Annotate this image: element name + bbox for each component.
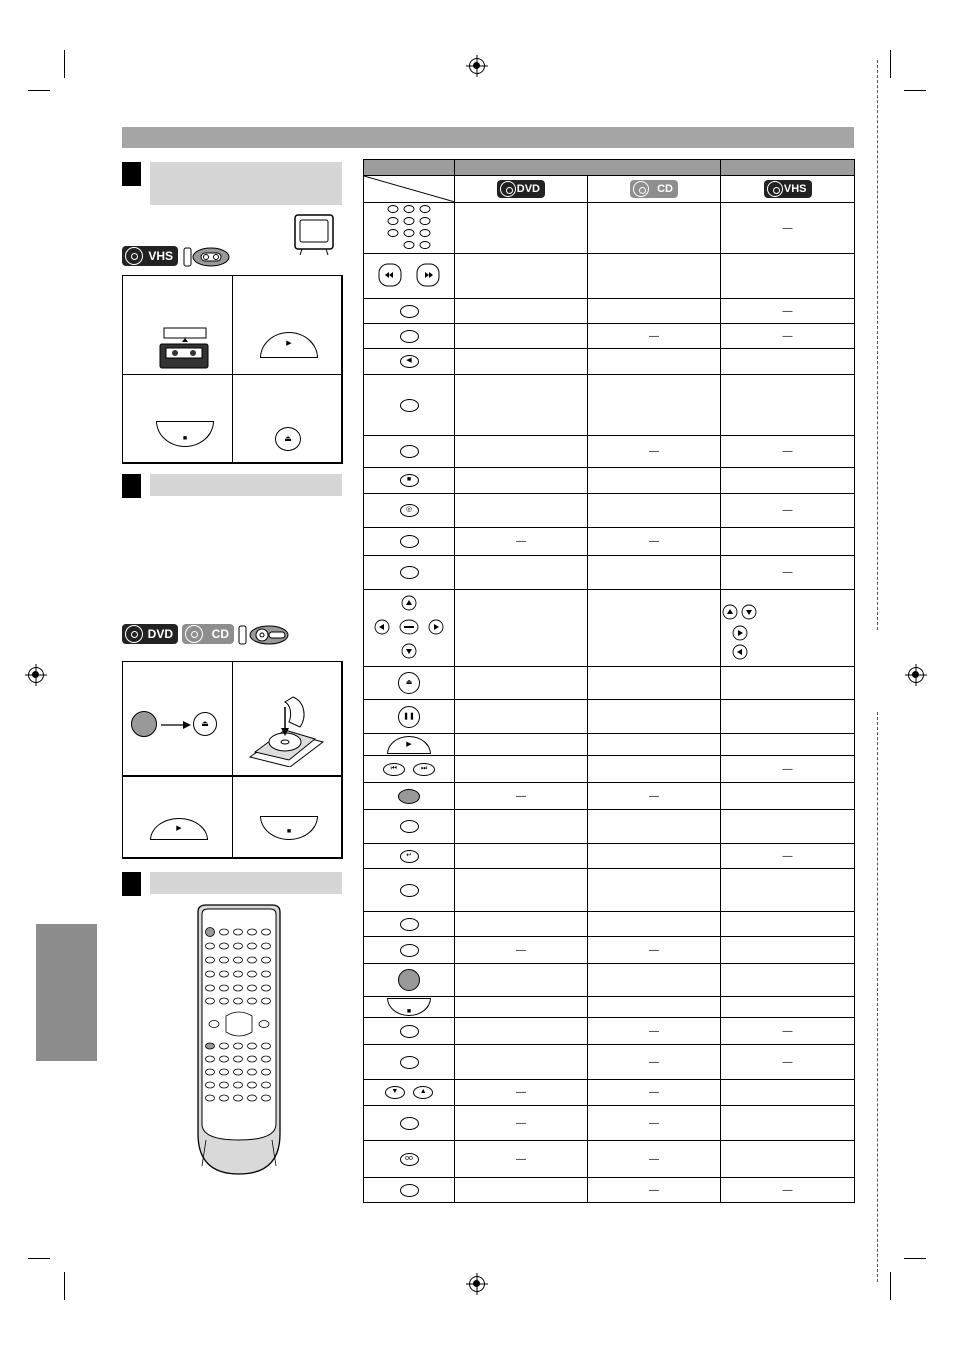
eject-button-icon: ⏏: [275, 427, 301, 451]
dvd-cell: [455, 1045, 588, 1080]
registration-mark-icon: [469, 1276, 485, 1292]
gray-oval-button-icon: [364, 783, 455, 810]
crop-mark: [64, 1272, 65, 1300]
vhs-cell: —: [721, 203, 855, 254]
registration-mark-icon: [469, 58, 485, 74]
eject-button-icon: ⏏: [193, 712, 217, 736]
dvd-cell: —: [455, 1141, 588, 1178]
section-header: [150, 162, 342, 205]
stop-button-icon: ■: [156, 421, 214, 447]
column-header: [364, 160, 455, 176]
cd-cell: —: [588, 1106, 721, 1141]
section-number: [122, 872, 141, 896]
table-row: [364, 756, 855, 783]
oval-button-icon: [364, 1178, 455, 1203]
oval-button-icon: [364, 912, 455, 937]
cd-cell: [588, 468, 721, 494]
disc-button-icon: ◎: [364, 494, 455, 528]
table-row: [364, 349, 855, 375]
trim-line: [877, 712, 878, 1282]
table-row: [364, 869, 855, 912]
dvd-cell: —: [455, 1080, 588, 1106]
table-row: [364, 1080, 855, 1106]
dvd-cell: [455, 912, 588, 937]
oval-button-icon: [364, 1018, 455, 1045]
table-row: [364, 844, 855, 869]
dvd-cell: [455, 756, 588, 783]
cd-cell: —: [588, 1045, 721, 1080]
vhs-cell: [721, 528, 855, 556]
cd-cell: [588, 254, 721, 299]
table-row: [364, 203, 855, 254]
cd-cell: —: [588, 436, 721, 468]
cursor-keys-icon: [364, 590, 455, 667]
vhs-cell: [721, 810, 855, 844]
return-icon: ↵: [364, 844, 455, 869]
table-row: [364, 997, 855, 1018]
header-bar: [122, 127, 854, 148]
vhs-cell: [721, 937, 855, 964]
vhs-cell: [721, 1141, 855, 1178]
table-row: [364, 783, 855, 810]
eject-icon: ⏏: [364, 667, 455, 700]
step-insert-cassette: [122, 275, 233, 375]
dvd-cell: [455, 590, 588, 667]
cd-cell: —: [588, 1080, 721, 1106]
table-row: [364, 375, 855, 436]
vhs-cell: —: [721, 1045, 855, 1080]
vcr-steps-panel: [122, 275, 342, 463]
table-row: [364, 1106, 855, 1141]
speaker-button-icon: ◀: [364, 349, 455, 375]
crop-mark: [890, 50, 891, 78]
cd-cell: [588, 869, 721, 912]
vhs-logo: VHS: [122, 246, 178, 266]
play-button-icon: ▶: [150, 818, 208, 840]
oval-button-icon: [364, 436, 455, 468]
vhs-column-header: VHS: [721, 176, 855, 203]
cd-cell: [588, 667, 721, 700]
dvd-cell: —: [455, 783, 588, 810]
cd-cell: [588, 299, 721, 324]
vhs-cell: [721, 869, 855, 912]
cd-cell: [588, 756, 721, 783]
vhs-cell: [721, 590, 855, 667]
cd-cell: [588, 912, 721, 937]
dvd-mode-icon: [238, 624, 290, 646]
table-row: [364, 436, 855, 468]
dvd-column-header: DVD: [455, 176, 588, 203]
cd-cell: [588, 810, 721, 844]
oval-button-icon: [364, 299, 455, 324]
rew-ffwd-icon: [364, 254, 455, 299]
oval-button-icon: [364, 937, 455, 964]
vhs-cell: —: [721, 299, 855, 324]
dvd-cell: [455, 203, 588, 254]
pause-icon: ❚❚: [364, 700, 455, 734]
cd-logo: CD: [182, 624, 234, 644]
power-button-icon: [131, 711, 157, 737]
vhs-cell: [721, 1106, 855, 1141]
dvd-cell: [455, 734, 588, 756]
dvd-cell: [455, 1178, 588, 1203]
dvd-cell: [455, 997, 588, 1018]
dvd-cell: [455, 869, 588, 912]
gray-round-button-icon: [364, 964, 455, 997]
oval-button-icon: [364, 869, 455, 912]
cd-cell: [588, 700, 721, 734]
oval-button-icon: [364, 375, 455, 436]
table-row: [364, 1045, 855, 1080]
section-number: [122, 474, 141, 498]
function-table: [363, 159, 855, 1203]
table-row: [364, 528, 855, 556]
cd-cell: [588, 844, 721, 869]
table-row: [364, 810, 855, 844]
dvd-cell: [455, 844, 588, 869]
stop-button-icon: ■: [260, 816, 318, 840]
oval-button-icon: [364, 1106, 455, 1141]
cd-cell: [588, 203, 721, 254]
dvd-cell: [455, 349, 588, 375]
square-button-icon: ■: [364, 468, 455, 494]
cassette-insert-icon: [158, 326, 210, 371]
side-tab: [36, 924, 97, 1061]
column-header: [455, 160, 721, 176]
step-eject: [232, 374, 343, 464]
section-header: [150, 474, 342, 496]
dvd-cell: —: [455, 528, 588, 556]
vhs-cell: —: [721, 324, 855, 349]
oval-button-icon: [364, 810, 455, 844]
vhs-cell: [721, 734, 855, 756]
dvd-cell: [455, 375, 588, 436]
cd-cell: [588, 590, 721, 667]
dvd-cell: [455, 324, 588, 349]
table-logo-row: [364, 176, 855, 203]
table-row: [364, 494, 855, 528]
arrow-right-icon: [161, 720, 191, 730]
cd-cell: [588, 349, 721, 375]
oval-button-icon: [364, 324, 455, 349]
cd-cell: [588, 556, 721, 590]
table-row: [364, 556, 855, 590]
crop-mark: [890, 1272, 891, 1300]
section-number: [122, 162, 141, 186]
table-row: [364, 912, 855, 937]
dvd-cell: [455, 436, 588, 468]
step-play: [232, 275, 343, 375]
table-row: [364, 468, 855, 494]
table-row: [364, 590, 855, 667]
cd-cell: [588, 964, 721, 997]
dvd-cell: [455, 1018, 588, 1045]
cd-cell: —: [588, 324, 721, 349]
step-stop: [122, 374, 233, 464]
tv-icon: [294, 214, 334, 256]
vhs-cell: —: [721, 756, 855, 783]
vcr-mode-icon: [183, 246, 231, 266]
dvd-logo: DVD: [122, 624, 178, 644]
play-button-icon: ▶: [260, 332, 318, 358]
dvd-cell: [455, 964, 588, 997]
vhs-cell: [721, 667, 855, 700]
vhs-cell: [721, 375, 855, 436]
dvd-cell: [455, 254, 588, 299]
stop-icon: ■: [364, 997, 455, 1018]
cd-cell: [588, 494, 721, 528]
section-header: [150, 872, 342, 894]
vhs-cell: —: [721, 436, 855, 468]
dvd-cell: —: [455, 937, 588, 964]
skip-icon: ⏮ ⏭: [364, 756, 455, 783]
column-header: [721, 160, 855, 176]
dvd-cell: [455, 667, 588, 700]
registration-mark-icon: [28, 667, 44, 683]
table-row: [364, 1178, 855, 1203]
table-row: [364, 964, 855, 997]
registration-mark-icon: [908, 667, 924, 683]
dvd-cell: [455, 700, 588, 734]
vhs-cell: [721, 468, 855, 494]
cursor-arrows-icon: [721, 595, 765, 661]
cd-cell: [588, 734, 721, 756]
crop-mark: [904, 1258, 926, 1259]
step-open-tray: [122, 661, 233, 777]
cd-cell: —: [588, 937, 721, 964]
play-icon: ▶: [364, 734, 455, 756]
oval-button-icon: [364, 556, 455, 590]
crop-mark: [64, 50, 65, 78]
number-keys-icon: [364, 203, 455, 254]
cd-cell: —: [588, 1141, 721, 1178]
remote-control-illustration: [194, 904, 284, 1176]
table-row: [364, 299, 855, 324]
vhs-cell: [721, 1080, 855, 1106]
vhs-cell: [721, 254, 855, 299]
diagonal-cell: [364, 176, 455, 203]
table-row: [364, 667, 855, 700]
vhs-cell: —: [721, 844, 855, 869]
table-row: [364, 937, 855, 964]
vhs-cell: [721, 783, 855, 810]
cd-cell: —: [588, 1018, 721, 1045]
vhs-cell: [721, 700, 855, 734]
dvd-cell: [455, 468, 588, 494]
vhs-cell: —: [721, 494, 855, 528]
vhs-cell: —: [721, 556, 855, 590]
cd-cell: —: [588, 783, 721, 810]
crop-mark: [904, 90, 926, 91]
dvd-cell: [455, 494, 588, 528]
step-stop-disc: [232, 775, 343, 859]
vhs-cell: —: [721, 1178, 855, 1203]
cd-cell: —: [588, 1178, 721, 1203]
cd-cell: [588, 375, 721, 436]
dvd-cell: —: [455, 1106, 588, 1141]
table-row: [364, 700, 855, 734]
cd-cell: —: [588, 528, 721, 556]
crop-mark: [28, 90, 50, 91]
table-row: [364, 254, 855, 299]
table-header-row: [364, 160, 855, 176]
oval-button-icon: [364, 528, 455, 556]
dvd-cell: [455, 810, 588, 844]
cd-cell: [588, 997, 721, 1018]
vcr-button-icon: oo: [364, 1141, 455, 1178]
vhs-cell: [721, 349, 855, 375]
step-play-disc: [122, 775, 233, 859]
cd-column-header: CD: [588, 176, 721, 203]
dvd-cell: [455, 556, 588, 590]
trim-line: [877, 60, 878, 630]
table-row: [364, 734, 855, 756]
disc-steps-panel: [122, 661, 342, 858]
table-row: [364, 1141, 855, 1178]
vhs-cell: [721, 997, 855, 1018]
disc-tray-icon: [245, 692, 325, 767]
table-row: [364, 324, 855, 349]
vhs-cell: [721, 912, 855, 937]
step-load-disc: [232, 661, 343, 777]
table-row: [364, 1018, 855, 1045]
vhs-cell: [721, 964, 855, 997]
dvd-cell: [455, 299, 588, 324]
crop-mark: [28, 1258, 50, 1259]
vhs-cell: —: [721, 1018, 855, 1045]
oval-button-icon: [364, 1045, 455, 1080]
channel-up-down-icon: ▼ ▲: [364, 1080, 455, 1106]
